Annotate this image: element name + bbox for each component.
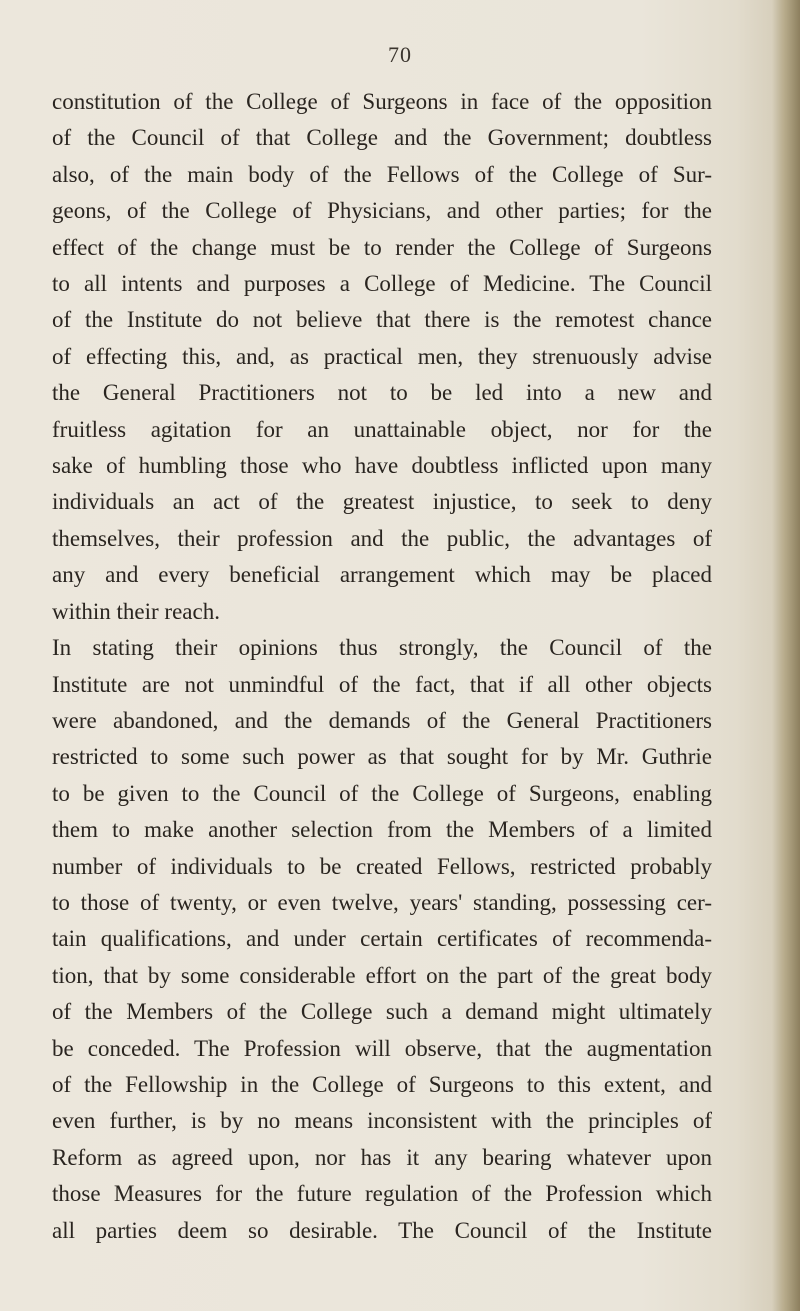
text-line: tion, that by some considerable effort on the part of the great body <box>52 962 712 988</box>
text-line: those Measures for the future regulation of the Profession which <box>52 1181 712 1207</box>
text-line: sake of humbling those who have doubtless inflicted upon many <box>52 453 712 479</box>
text-line-paragraph-start: In stating their opinions thus strongly, the Council of the <box>52 635 712 661</box>
text-line: Institute are not unmindful of the fact, that if all other objects <box>52 671 712 697</box>
text-line: fruitless agitation for an unattainable object, nor for the <box>52 416 712 442</box>
text-line: geons, of the College of Physicians, and other parties; for the <box>52 198 712 224</box>
text-line: of effecting this, and, as practical men, they strenuously advise <box>52 343 712 369</box>
text-line: even further, is by no means inconsistent with the principles of <box>52 1108 712 1134</box>
text-line: were abandoned, and the demands of the General Practitioners <box>52 707 712 733</box>
text-line: tain qualifications, and under certain certificates of recommenda- <box>52 926 712 952</box>
text-line: be conceded. The Profession will observe, that the augmentation <box>52 1035 712 1061</box>
text-line: all parties deem so desirable. The Council of the Institute <box>52 1217 712 1243</box>
text-line: to be given to the Council of the College of Surgeons, enabling <box>52 780 712 806</box>
body-text <box>52 84 712 1249</box>
text-line: restricted to some such power as that sought for by Mr. Guthrie <box>52 744 712 770</box>
text-line: individuals an act of the greatest injustice, to seek to deny <box>52 489 712 515</box>
text-line: to those of twenty, or even twelve, years' standing, possessing cer- <box>52 889 712 915</box>
text-line: them to make another selection from the Members of a limited <box>52 817 712 843</box>
page-number: 70 <box>388 42 412 67</box>
text-line: effect of the change must be to render the College of Surgeons <box>52 234 712 260</box>
text-line: the General Practitioners not to be led into a new and <box>52 380 712 406</box>
text-line: any and every beneficial arrangement which may be placed <box>52 562 712 588</box>
text-line: of the Fellowship in the College of Surgeons to this extent, and <box>52 1071 712 1097</box>
text-line: to all intents and purposes a College of Medicine. The Council <box>52 271 712 297</box>
text-line: also, of the main body of the Fellows of the College of Sur- <box>52 161 712 187</box>
text-line: Reform as agreed upon, nor has it any bearing whatever upon <box>52 1144 712 1170</box>
page-binding-edge <box>772 0 800 1311</box>
text-line: of the Members of the College such a demand might ultimately <box>52 999 712 1025</box>
text-line: of the Council of that College and the Government; doubtless <box>52 125 712 151</box>
text-line-paragraph-end: within their reach. <box>52 598 220 624</box>
text-line: of the Institute do not believe that there is the remotest chance <box>52 307 712 333</box>
text-line: constitution of the College of Surgeons in face of the opposition <box>52 89 712 114</box>
text-line: number of individuals to be created Fellows, restricted probably <box>52 853 712 879</box>
text-line: themselves, their profession and the public, the advantages of <box>52 525 712 551</box>
